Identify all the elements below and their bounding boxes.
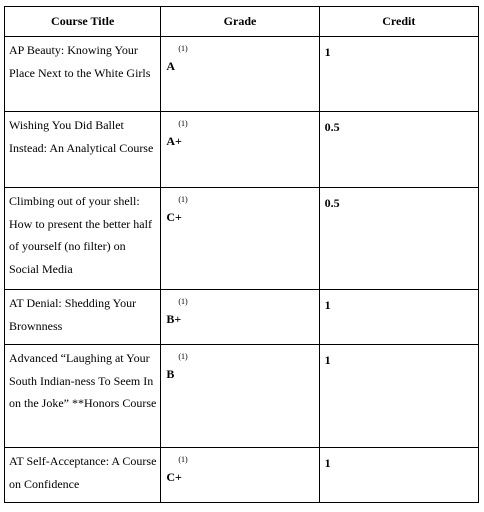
table-row [5,112,479,188]
grade-footnote: (1) [178,455,188,464]
grade-value: A [166,59,175,73]
course-title-cell: Wishing You Did Ballet Instead: An Analytical Course [5,112,161,188]
grade-footnote: (1) [178,297,188,306]
course-title-cell: AP Beauty: Knowing Your Place Next to the White Girls [5,37,161,112]
grade-value: C+ [166,470,182,484]
grade-footnote: (1) [178,195,188,204]
credit-value: 1 [319,290,478,345]
grade-cell [161,37,319,112]
credit-value: 0.5 [319,188,478,290]
table-row [5,345,479,448]
credit-value: 1 [319,345,478,448]
grade-cell [161,188,319,290]
grade-cell [161,112,319,188]
header-row [5,7,479,37]
course-title-cell: Climbing out of your shell: How to present the better half of yourself (no filter) on Social Media [5,188,161,290]
header-credit: Credit [319,7,478,37]
grade-value: A+ [166,134,182,148]
header-course-title: Course Title [5,7,161,37]
grade-value: B [166,367,175,381]
course-title-cell: AT Self-Acceptance: A Course on Confidence [5,448,161,503]
table-row [5,290,479,345]
credit-value: 1 [319,37,478,112]
header-grade: Grade [161,7,319,37]
grade-value: C+ [166,210,182,224]
grade-cell [161,290,319,345]
table-row [5,37,479,112]
course-title-cell: Advanced “Laughing at Your South Indian-ness To Seem In on the Joke” **Honors Course [5,345,161,448]
grade-footnote: (1) [178,119,188,128]
grade-cell [161,345,319,448]
grade-value: B+ [166,312,182,326]
course-transcript-table [4,6,479,503]
table-row [5,448,479,503]
credit-value: 1 [319,448,478,503]
table-row [5,188,479,290]
credit-value: 0.5 [319,112,478,188]
grade-footnote: (1) [178,352,188,361]
grade-cell [161,448,319,503]
course-title-cell: AT Denial: Shedding Your Brownness [5,290,161,345]
grade-footnote: (1) [178,44,188,53]
